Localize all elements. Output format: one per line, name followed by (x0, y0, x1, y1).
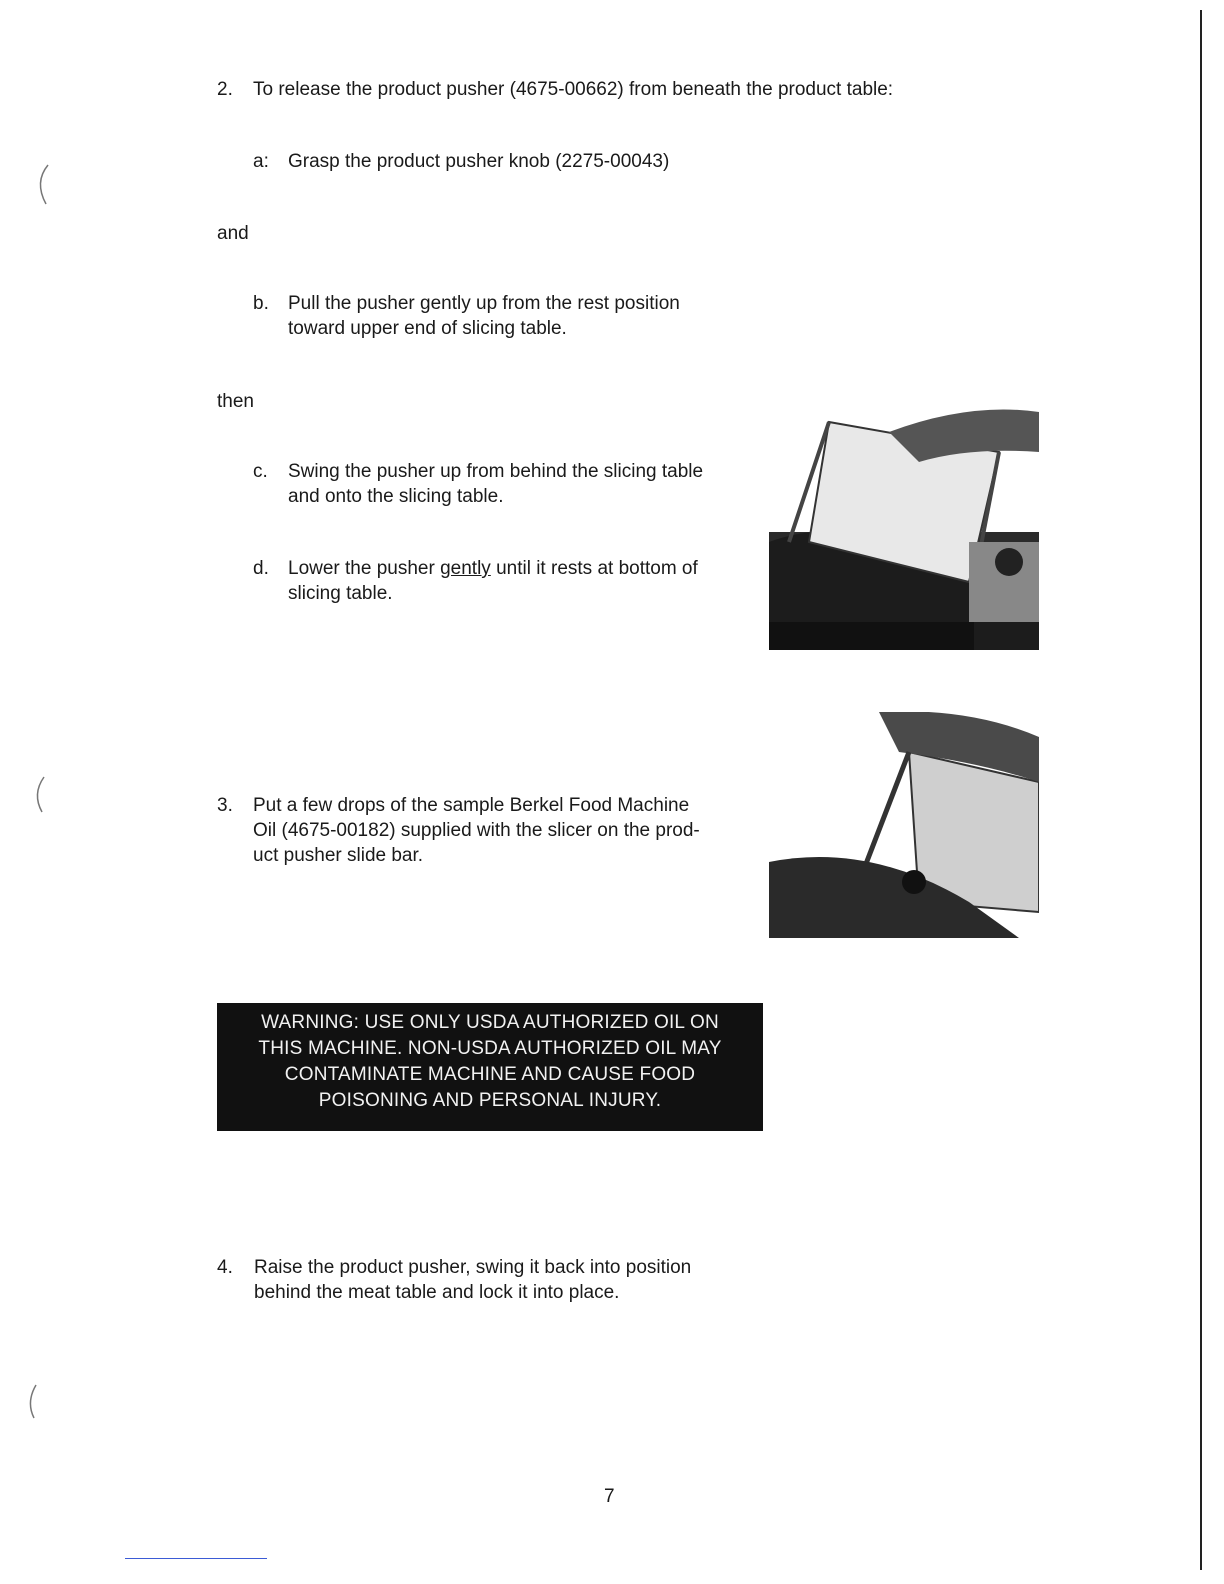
warning-line: THIS MACHINE. NON-USDA AUTHORIZED OIL MAY (258, 1038, 722, 1059)
step-number: 3. (217, 795, 233, 816)
substep-letter: a: (253, 151, 269, 172)
binding-hole-mark (28, 772, 58, 822)
substep-text: and onto the slicing table. (288, 486, 504, 507)
substep-letter: b. (253, 293, 269, 314)
step-text: Put a few drops of the sample Berkel Food Machine (253, 795, 690, 816)
connector-text: then (217, 391, 254, 412)
emphasis-text: gently (440, 558, 491, 579)
warning-line: CONTAMINATE MACHINE AND CAUSE FOOD (284, 1064, 696, 1085)
binding-hole-mark (30, 160, 60, 210)
text-run: Lower the pusher (288, 558, 441, 579)
substep-text: Grasp the product pusher knob (2275-00043) (288, 151, 670, 172)
substep-text: toward upper end of slicing table. (288, 318, 567, 339)
step-text: To release the product pusher (4675-00662) from beneath the product table: (253, 79, 894, 100)
substep-text (288, 556, 698, 581)
slicer-photo-pusher-swing (769, 392, 1039, 650)
connector-text: and (217, 223, 249, 244)
substep-text: slicing table. (288, 583, 393, 604)
slicer-illustration (769, 392, 1039, 650)
step-text: uct pusher slide bar. (253, 845, 424, 866)
substep-text: Pull the pusher gently up from the rest position (288, 293, 680, 314)
text-run: until it rests at bottom of (490, 558, 698, 579)
substep-letter: c. (253, 461, 268, 482)
step-number: 2. (217, 79, 233, 100)
scan-artifact-line (125, 1558, 267, 1559)
substep-letter: d. (253, 558, 269, 579)
binding-hole-mark (24, 1380, 64, 1430)
step-text: Oil (4675-00182) supplied with the slicer on the prod- (253, 820, 700, 841)
page-number: 7 (604, 1486, 615, 1507)
step-text: behind the meat table and lock it into place. (254, 1282, 620, 1303)
warning-box (217, 1003, 763, 1131)
substep-text: Swing the pusher up from behind the slicing table (288, 461, 704, 482)
step-text: Raise the product pusher, swing it back into position (254, 1257, 692, 1278)
warning-line: WARNING: USE ONLY USDA AUTHORIZED OIL ON (261, 1012, 719, 1033)
step-number: 4. (217, 1257, 233, 1278)
slicer-photo-oil-slide-bar (769, 712, 1039, 938)
scan-edge-line (1200, 10, 1202, 1570)
slicer-illustration (769, 712, 1039, 938)
warning-line: POISONING AND PERSONAL INJURY. (318, 1090, 662, 1111)
